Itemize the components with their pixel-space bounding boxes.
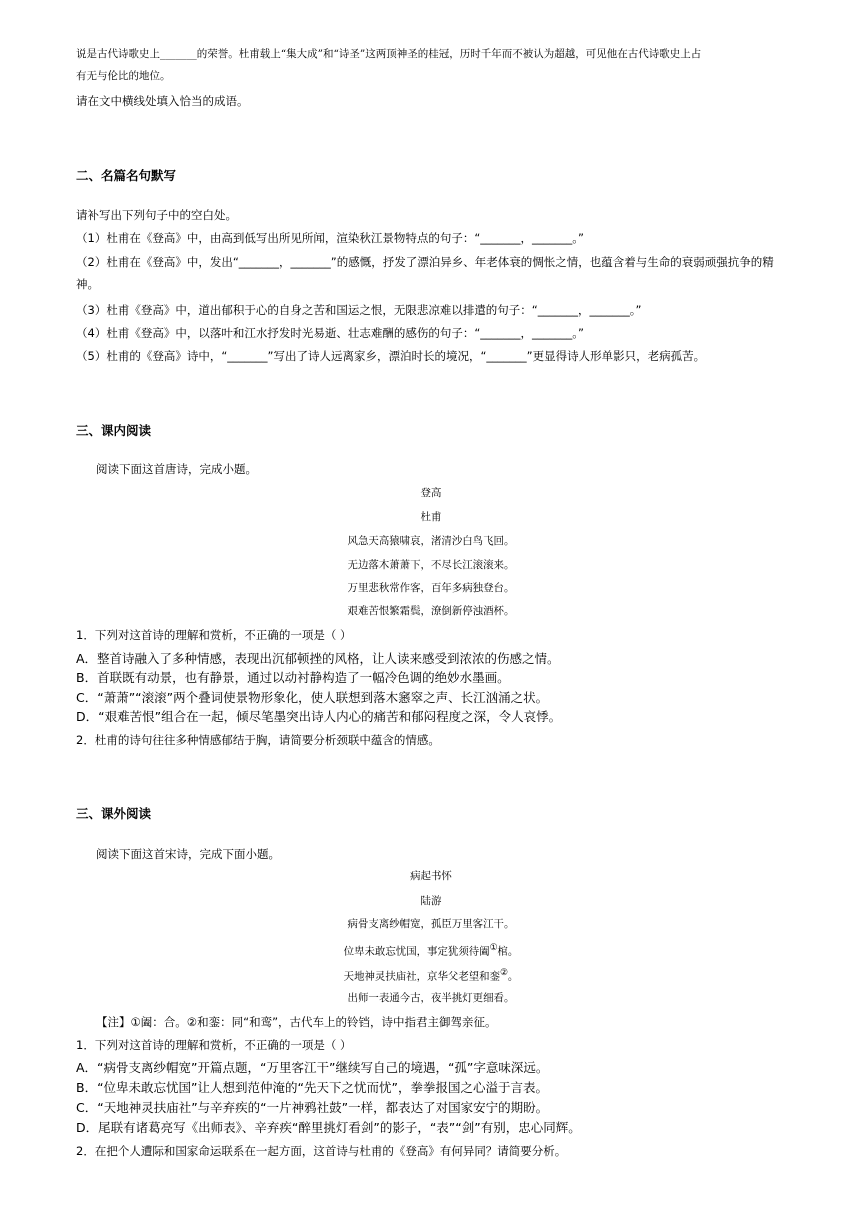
poem-2-line-1: 病骨支离纱帽宽，孤臣万里客江干。 [347,918,515,930]
intro-line-1: 说是古代诗歌史上_______的荣誉。杜甫载上“集大成”和“诗圣”这两顶神圣的桂冠，历时千年而不被认为超越，可见他在古代诗歌史上占 [76,48,702,60]
poem-2-line-2 [0,940,862,960]
section-3-question-1: 1．下列对这首诗的理解和赏析，不正确的一项是（ ） [76,628,352,642]
poem-1-line-2: 无边落木萧萧下，不尽长江滚滚来。 [347,559,515,571]
poem-1-title: 登高 [420,487,442,499]
poem-2-note: 【注】①阖：合。②和銮：同“和鸾”，古代车上的铃铛，诗中指君主御驾亲征。 [96,1015,497,1029]
poem-2-line-2-text: 位卑未敢忘忧国，事定犹须待阖 [343,945,490,958]
section-2-question-4: （4）杜甫《登高》中，以落叶和江水抒发时光易逝、壮志难酬的感伤的句子：“_______，_______。” [76,326,584,340]
poem-2-line-3-text: 天地神灵扶庙社，京华父老望和銮 [343,970,501,983]
section-3-title: 三、课内阅读 [76,423,152,438]
section-3-option-b: B．首联既有动景，也有静景，通过以动衬静构造了一幅冷色调的绝妙水墨画。 [76,670,510,685]
section-2-instruction: 请补写出下列句子中的空白处。 [76,208,237,222]
section-2-question-1: （1）杜甫在《登高》中，由高到低写出所见所闻，渲染秋江景物特点的句子：“_______，_______。” [76,231,584,245]
section-4-question-2: 2．在把个人遭际和国家命运联系在一起方面，这首诗与杜甫的《登高》有何异同？请简要分析。 [76,1144,567,1158]
poem-2-line-4: 出师一表通今古，夜半挑灯更细看。 [347,992,515,1004]
poem-1-line-3: 万里悲秋常作客，百年多病独登台。 [347,582,515,594]
section-4-title: 三、课外阅读 [76,806,152,821]
section-4-option-b: B．“位卑未敢忘忧国”让人想到范仲淹的“先天下之忧而忧”，拳拳报国之心溢于言表。 [76,1080,548,1095]
section-3-option-d: D．“艰难苦恨”组合在一起，倾尽笔墨突出诗人内心的痛苦和郁闷程度之深，令人哀悸。 [76,709,562,724]
poem-2-line-2-end: 棺。 [497,945,519,958]
section-4-option-c: C．“天地神灵扶庙社”与辛弃疾的“一片神鸦社鼓”一样，都表达了对国家安宁的期盼。 [76,1100,549,1115]
intro-instruction: 请在文中横线处填入恰当的成语。 [76,94,249,108]
section-2-question-5: （5）杜甫的《登高》诗中，“_______”写出了诗人远离家乡，漂泊时长的境况，“_______”更显得诗人形单影只，老病孤苦。 [76,349,706,363]
poem-2-line-3 [0,965,862,985]
poem-1-line-1: 风急天高猿啸哀，渚清沙白鸟飞回。 [347,535,515,547]
section-2-question-2: （2）杜甫在《登高》中，发出“_______，_______”的感慨，抒发了漂泊异乡、年老体衰的惆怅之情，也蕴含着与生命的衰弱顽强抗争的精 [76,255,774,269]
section-3-instruction: 阅读下面这首唐诗，完成小题。 [96,462,257,476]
poem-1-line-4: 艰难苦恨繁霜鬓，潦倒新停浊酒杯。 [347,605,515,617]
section-4-option-d: D．尾联有诸葛亮写《出师表》、辛弃疾“醉里挑灯看剑”的影子，“表”“剑”有别，忠心同辉。 [76,1120,581,1135]
footnote-marker-2: ② [500,968,508,978]
poem-1-author: 杜甫 [420,511,442,523]
poem-2-line-3-end: 。 [507,970,519,983]
section-2-title: 二、名篇名句默写 [76,168,177,183]
intro-line-2: 有无与伦比的地位。 [76,70,171,82]
section-4-instruction: 阅读下面这首宋诗，完成下面小题。 [96,847,280,861]
section-4-option-a: A．“病骨支离纱帽宽”开篇点题，“万里客江干”继续写自己的境遇，“孤”字意味深远。 [76,1060,549,1075]
section-4-question-1: 1．下列对这首诗的理解和赏析，不正确的一项是（ ） [76,1038,352,1052]
section-3-option-a: A．整首诗融入了多种情感，表现出沉郁顿挫的风格，让人读来感受到浓浓的伤感之情。 [76,651,560,666]
section-2-question-2-cont: 神。 [76,277,99,291]
poem-2-author: 陆游 [420,895,442,907]
section-3-option-c: C．“萧萧”“滚滚”两个叠词使景物形象化，使人联想到落木窸窣之声、长江汹涌之状。 [76,690,549,705]
poem-2-title: 病起书怀 [410,870,452,882]
section-2-question-3: （3）杜甫《登高》中，道出郁积于心的自身之苦和国运之恨，无限悲凉难以排遣的句子：“_______，_______。” [76,303,642,317]
footnote-marker-1: ① [489,943,498,953]
section-3-question-2: 2．杜甫的诗句往往多种情感郁结于胸，请简要分析颈联中蕴含的情感。 [76,733,440,747]
